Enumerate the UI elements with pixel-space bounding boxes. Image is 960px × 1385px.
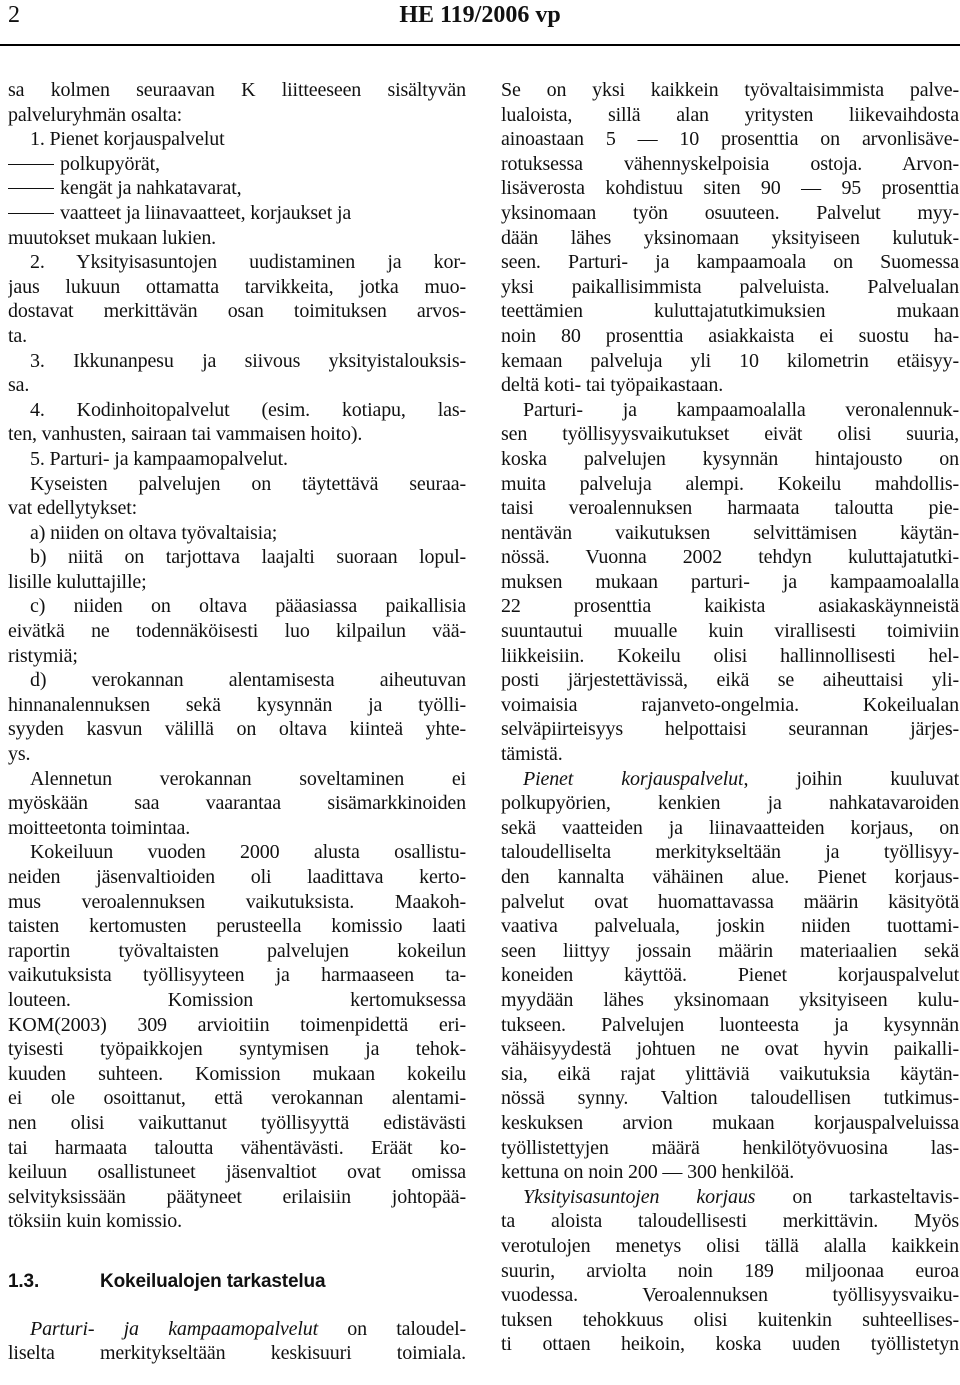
text-line: ten, vanhusten, sairaan tai vammaisen hoito). [8,423,363,446]
text-line: sia, eikä rajat ylittäviä vaikutuksia käytän- [501,1062,959,1085]
text-line: muutokset mukaan lukien. [8,226,217,249]
text-line: suurin, arviolta noin 189 miljoonaa euroa [501,1259,959,1282]
text-line: palvelut ovat huomattavassa määrin käsityötä [501,890,959,913]
text-line: sekä vaatteiden ja liinavaatteiden korjaus, on [501,816,959,839]
header-rule [0,44,960,46]
text-line: 22 prosenttia kaikista asiakaskäynneistä [501,595,959,618]
text-line: tyisesti työpaikkojen syntymisen ja tehok- [8,1038,466,1061]
text-line: selväpiirteisyys helpottaisi seurannan järjes- [501,718,959,741]
text-line: seen liittyy jossain määrin materiaalien sekä [501,939,959,962]
text-line: sa kolmen seuraavan K liitteeseen sisältyvän [8,79,466,101]
text-line: ainoastaan 5 — 10 prosenttia on arvonlisäve- [501,128,959,151]
text-line: nössä. Vuonna 2002 tehdyn kuluttajatutki- [501,546,959,569]
text-line: tukseen. Palvelujen luonteesta ja kysynnän [501,1013,959,1036]
section-title: Kokeilualojen tarkastelua [100,1270,326,1292]
text-line: kettuna on noin 200 — 300 henkilöä. [501,1161,795,1184]
text-line: kuuden suhteen. Komission mukaan kokeilu [8,1062,466,1085]
text-line: yksi paikallisimmista palveluista. Palvelualan [501,275,959,298]
text-line: jaus lukuun ottamatta tarvikkeita, jotka muo- [8,275,466,298]
text-line: nen olisi vaikuttanut työllisyyttä edistävästi [8,1111,466,1134]
text-line: Parturi- ja kampaamopalvelut on taloudel- [30,1317,466,1340]
text-line: hinnanalennuksen sekä kysynnän ja työlli- [8,693,466,716]
text-line: työllistettyjen määrä henkilötyövuosina las- [501,1136,959,1159]
text-line: vaativa palveluala, joskin niiden tuottami- [501,915,959,938]
list-item: 3. Ikkunanpesu ja siivous yksityistalouksis- [30,349,466,372]
text-line: voimaisia rajanveto-ongelmia. Kokeilualan [501,693,959,716]
text-line: tuksen tehokkuus olisi kuitenkin suhteellises- [501,1308,959,1331]
text-line: syyden kasvun välillä on oltava kiinteä yhte- [8,718,466,741]
list-item: c) niiden on oltava pääasiassa paikallisia [30,595,466,618]
dash-icon [8,188,54,189]
list-item: 4. Kodinhoitopalvelut (esim. kotiapu, las- [30,398,466,421]
list-item: 1. Pienet korjauspalvelut [30,128,225,151]
text-line: raportin työvaltaisten palvelujen kokeilun [8,939,466,962]
text-line: rotuksessa vähennyskelpoisia ostoja. Arvon- [501,152,959,175]
page-number: 2 [8,2,20,28]
text-line: ti ottaen heikoin, koska uuden työllistetyn [501,1333,959,1356]
text-line: myydään lähes yksinomaan yksityiseen kulu- [501,988,959,1011]
text-line: dostavat merkittävän osan toimituksen arvos- [8,300,466,323]
text-line: ys. [8,743,31,766]
text-line: Alennetun verokannan soveltaminen ei [30,767,466,790]
text-line: polkupyörien, kenkien ja nahkatavaroiden [501,792,959,815]
text-line: lisäverosta kohdistuu siten 90 — 95 prosenttia [501,177,959,200]
list-item: d) verokannan alentamisesta aiheutuvan [30,669,466,692]
text-line: muita palveluja alempi. Kokeilu mahdollis- [501,472,959,495]
text-line: ristymiä; [8,644,78,667]
text-line: palveluryhmän osalta: [8,103,183,126]
dash-icon [8,164,54,165]
text-line: sen työllisyysvaikutukset eivät olisi suuria, [501,423,959,446]
text-line: KOM(2003) 309 arvioitiin toimenpidettä eri- [8,1013,466,1036]
text-line: nentävän vaikutuksen selvittämisen käytän- [501,521,959,544]
text-line: keiluun osallistuneet jäsenvaltiot ovat omissa [8,1161,466,1184]
text-line: koneiden käyttöä. Pienet korjauspalvelut [501,964,959,987]
text-line: tämistä. [501,743,563,766]
text-line: Kyseisten palvelujen on täytettävä seuraa- [30,472,466,495]
list-item: b) niitä on tarjottava laajalti suoraan lopul- [30,546,466,569]
text-line: noin 80 prosenttia asiakkaista ei suostu ha- [501,324,959,347]
text-line: Pienet korjauspalvelut, joihin kuuluvat [523,767,959,790]
text-line: eivätkä ne todennäköisesti luo kilpailun vää- [8,620,466,643]
text-line: moitteetonta toimintaa. [8,816,191,839]
text-line: deltä koti- tai työpaikastaan. [501,374,724,397]
list-subitem: polkupyörät, [8,152,466,177]
list-item: 5. Parturi- ja kampaamopalvelut. [30,447,288,470]
text-line: liselta merkitykseltään keskisuuri toimiala. [8,1342,466,1365]
text-line: tai harmaata taloutta vähentävästi. Eräät ko- [8,1136,466,1159]
text-line: neiden jäsenvaltioiden oli laadittava kerto- [8,866,466,888]
list-item: 2. Yksityisasuntojen uudistaminen ja kor- [30,251,466,274]
text-line: Yksityisasuntojen korjaus on tarkasteltavis- [523,1185,959,1208]
text-line: yksinomaan työn osuuteen. Palvelut myy- [501,201,959,224]
text-line: mus veroalennuksen vaikutuksista. Maakoh- [8,890,466,913]
text-line: muksen mukaan parturi- ja kampaamoalalla [501,570,959,593]
text-line: vähäisyydestä johtuen ne ovat hyvin paikalli- [501,1038,959,1061]
text-line: keskuksen arvion mukaan korjauspalveluissa [501,1111,959,1134]
left-column [8,78,466,1366]
text-line: vat edellytykset: [8,497,138,520]
text-line: Se on yksi kaikkein työvaltaisimmista palve- [501,79,959,101]
text-line: ta. [8,324,27,347]
text-line: ta aloista taloudellisesti merkittävin. Myös [501,1210,959,1233]
text-line: myöskään saa vaarantaa sisämarkkinoiden [8,792,466,815]
text-line: koska palvelujen kysynnän hintajousto on [501,447,959,470]
text-line: dään lähes yksinomaan yksityiseen kulutuk- [501,226,959,249]
list-subitem: kengät ja nahkatavarat, [8,176,466,201]
text-line: nössä synny. Valtion taloudellisen tutkimus- [501,1087,959,1110]
text-line: lisille kuluttajille; [8,570,147,593]
list-subitem: vaatteet ja liinavaatteet, korjaukset ja [8,201,466,226]
text-line: taisi veroalennuksen harmaata taloutta pie- [501,497,959,520]
dash-icon [8,213,54,214]
text-line: vuodessa. Veroalennuksen työllisyysvaiku- [501,1284,959,1307]
text-line: taisten kertomusten perusteella komissio laati [8,915,466,938]
right-column [501,78,959,1357]
text-line: posti järjestettävissä, eikä se aiheuttaisi yli- [501,669,959,692]
text-line: töksiin kuin komissio. [8,1210,182,1233]
text-line: lualoista, sillä alan yritysten liikevaihdosta [501,103,959,126]
text-line: liikkeisiin. Kokeilu olisi hallinnollisesti hel- [501,644,959,667]
section-number: 1.3. [8,1270,40,1292]
text-line: verotulojen menetys olisi tällä alalla kaikkein [501,1234,959,1257]
text-line: teettämien kuluttajatutkimuksien mukaan [501,300,959,323]
text-line: seen. Parturi- ja kampaamoala on Suomessa [501,251,959,274]
text-line: ei ole osoittanut, että verokannan alentami- [8,1087,466,1110]
document-id: HE 119/2006 vp [399,2,561,28]
list-item: a) niiden on oltava työvaltaisia; [30,521,278,544]
text-line: louteen. Komission kertomuksessa [8,988,466,1011]
text-line: kemaan palveluja yli 10 kilometrin etäisyy- [501,349,959,372]
text-line: sa. [8,374,30,397]
text-line: selvityksissään päätyneet erilaisiin johtopää- [8,1185,466,1208]
text-line: den kannalta vähäinen alue. Pienet korjaus- [501,866,959,888]
text-line: suuntautui muualle kuin virallisesti toimiviin [501,620,959,643]
page-header [0,0,960,52]
text-line: Kokeiluun vuoden 2000 alusta osallistu- [30,841,466,864]
text-line: taloudelliselta merkitykseltään ja työllisyy- [501,841,959,864]
text-line: vaikutuksista työllisyyteen ja harmaaseen ta- [8,964,466,987]
text-line: Parturi- ja kampaamoalalla veronalennuk- [523,398,959,421]
section-heading [8,1270,466,1295]
